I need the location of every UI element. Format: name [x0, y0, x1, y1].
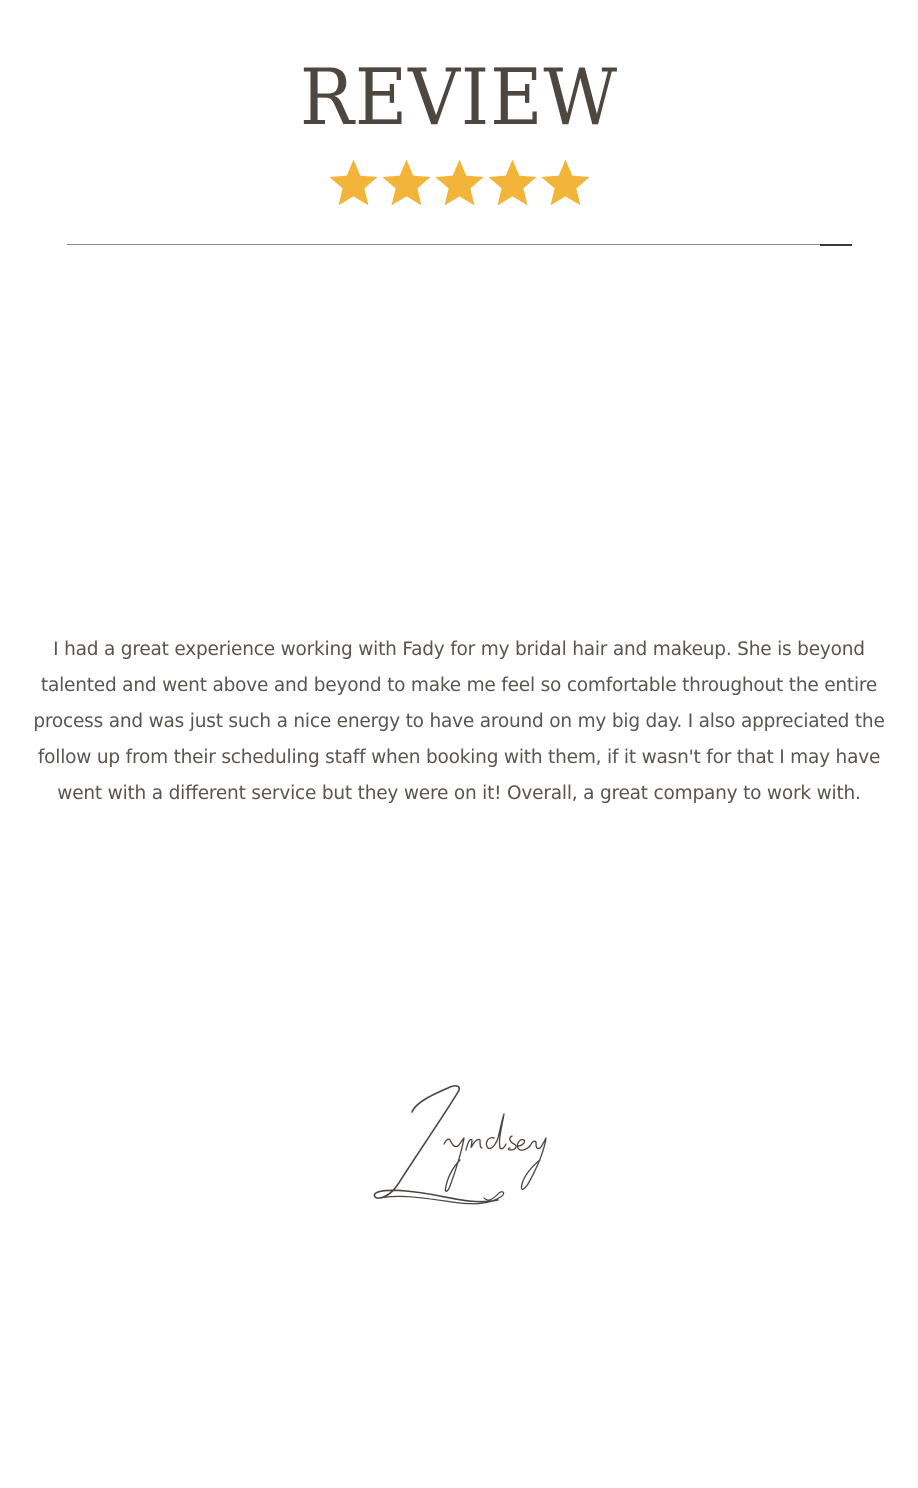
- signature-image: [360, 1080, 550, 1220]
- star-icon: [380, 156, 433, 209]
- review-text: I had a great experience working with Fady for my bridal hair and makeup. She is beyond talented and went above and beyond to make me feel so comfortable throughout the entire process and was just such a nice energy to have around on my big day. I also appreciated the follow up from their scheduling staff when booking with them, if it wasn't for that I may have went with a different service but they were on it! Overall, a great company to work with.: [33, 639, 885, 804]
- star-icon: [327, 156, 380, 209]
- review-title: REVIEW: [299, 53, 619, 143]
- star-icon: [539, 156, 592, 209]
- star-icon: [486, 156, 539, 209]
- divider-accent: [820, 244, 852, 246]
- star-icon: [433, 156, 486, 209]
- divider-line: [67, 244, 852, 245]
- star-rating: [0, 156, 918, 212]
